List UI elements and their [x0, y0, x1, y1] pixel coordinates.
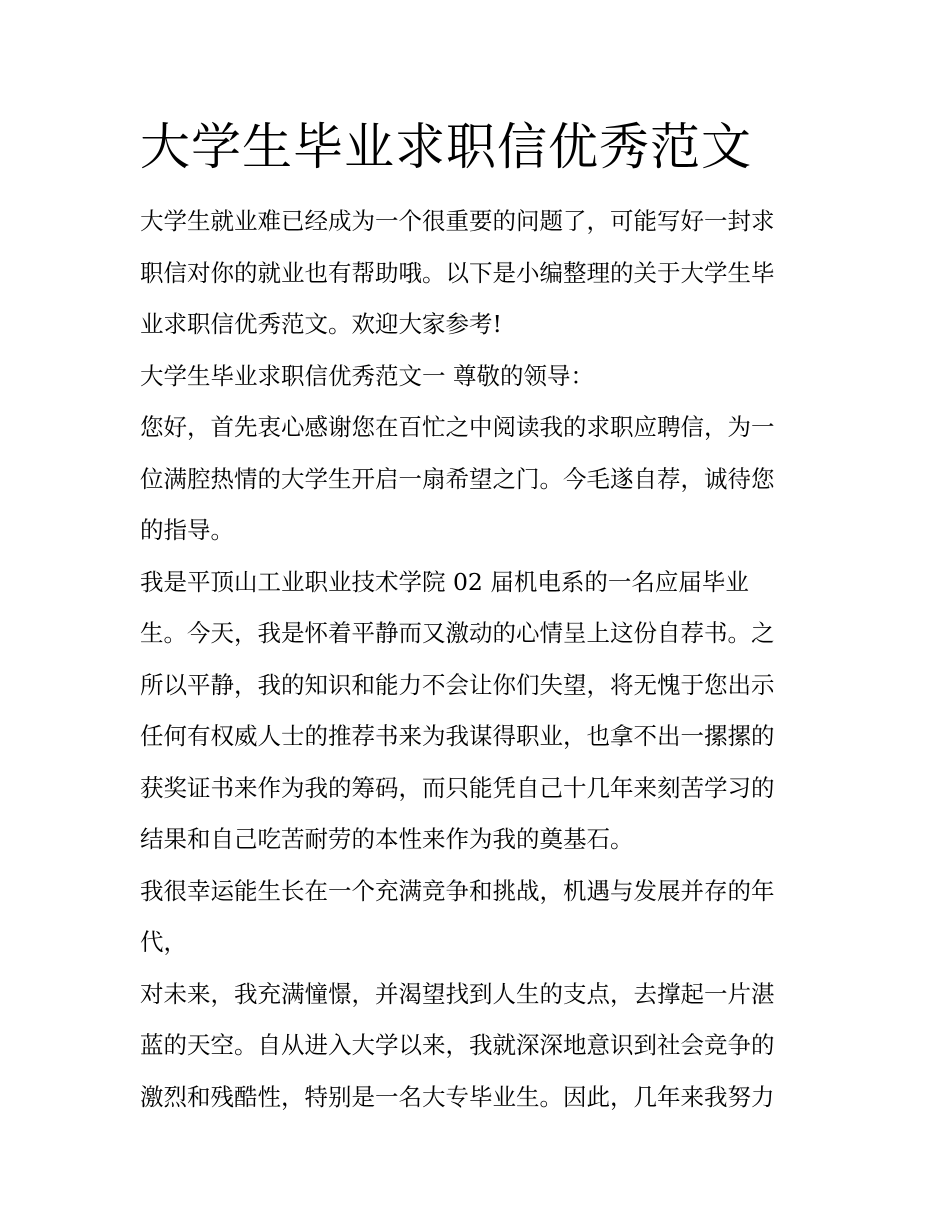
- text-line: 蓝的天空。自从进入大学以来，我就深深地意识到社会竞争的: [140, 1031, 775, 1059]
- text-line: 我是平顶山工业职业技术学院 02 届机电系的一名应届毕业: [140, 567, 749, 596]
- document-body: [140, 196, 820, 1123]
- text-line: 位满腔热情的大学生开启一扇希望之门。今毛遂自荐，诚待您: [140, 464, 775, 493]
- text-line: 激烈和残酷性，特别是一名大专毕业生。因此，几年来我努力: [140, 1082, 775, 1111]
- document-title: 大学生毕业求职信优秀范文: [140, 118, 752, 176]
- text-line: 的指导。: [140, 516, 234, 544]
- text-line: 结果和自己吃苦耐劳的本性来作为我的奠基石。: [140, 825, 634, 853]
- text-line: 您好，首先衷心感谢您在百忙之中阅读我的求职应聘信，为一: [140, 413, 775, 441]
- text-line: 职信对你的就业也有帮助哦。以下是小编整理的关于大学生毕: [140, 258, 775, 287]
- text-line: 所以平静，我的知识和能力不会让你们失望，将无愧于您出示: [140, 670, 775, 699]
- text-line: 大学生就业难已经成为一个很重要的问题了，可能写好一封求: [140, 207, 775, 235]
- text-line: 代，: [140, 928, 187, 956]
- text-line: 业求职信优秀范文。欢迎大家参考!: [140, 310, 502, 338]
- text-line: 对未来，我充满憧憬，并渴望找到人生的支点，去撑起一片湛: [140, 979, 775, 1008]
- text-line: 我很幸运能生长在一个充满竞争和挑战，机遇与发展并存的年: [140, 876, 775, 905]
- text-line: 生。今天，我是怀着平静而又激动的心情呈上这份自荐书。之: [140, 619, 775, 647]
- text-line: 大学生毕业求职信优秀范文一 尊敬的领导：: [140, 361, 594, 390]
- text-line: 任何有权威人士的推荐书来为我谋得职业，也拿不出一摞摞的: [140, 722, 775, 750]
- text-line: 获奖证书来作为我的筹码，而只能凭自己十几年来刻苦学习的: [140, 773, 775, 802]
